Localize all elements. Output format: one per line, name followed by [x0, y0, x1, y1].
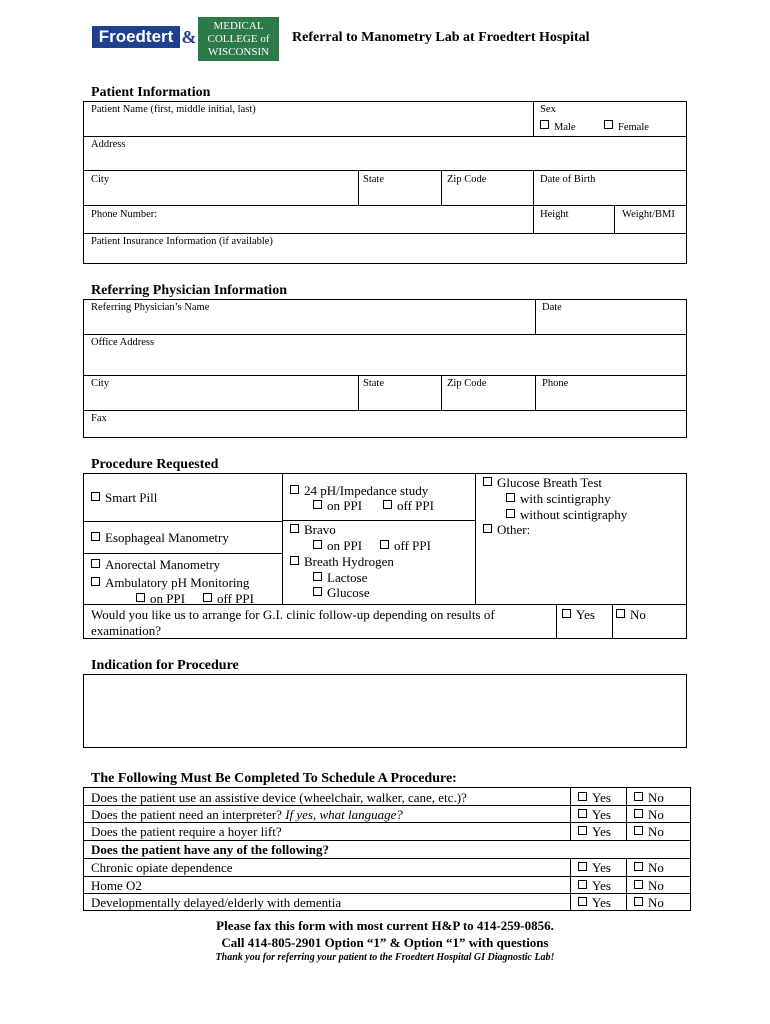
checkbox-icon: [506, 509, 515, 518]
footer-call: Call 414-805-2901 Option “1” & Option “1” with questions: [221, 935, 549, 950]
glucose-breath-test-checkbox[interactable]: Glucose Breath Test: [483, 475, 602, 491]
condition-home-o2: Home O2: [91, 878, 142, 893]
condition-dementia: Developmentally delayed/elderly with dementia: [91, 895, 342, 910]
address-field[interactable]: Address: [91, 139, 126, 150]
checkbox-icon: [91, 559, 100, 568]
office-address-field[interactable]: Office Address: [91, 337, 155, 348]
checkbox-icon: [290, 524, 299, 533]
q2-no-checkbox[interactable]: No: [634, 807, 664, 823]
footer-fax: Please fax this form with most current H&P to 414-259-0856.: [216, 918, 554, 933]
checkbox-icon: [313, 500, 322, 509]
followup-no-checkbox[interactable]: No: [616, 607, 646, 623]
checkbox-icon: [290, 485, 299, 494]
followup-yes-checkbox[interactable]: Yes: [562, 607, 595, 623]
checkbox-icon: [562, 609, 571, 618]
condition-opiate: Chronic opiate dependence: [91, 860, 233, 875]
ambulatory-off-ppi-checkbox[interactable]: off PPI: [203, 591, 254, 607]
checkbox-icon: [634, 809, 643, 818]
ph-on-ppi-checkbox[interactable]: on PPI: [313, 498, 362, 514]
patient-name-field[interactable]: Patient Name (first, middle initial, last): [91, 104, 256, 115]
esophageal-checkbox[interactable]: Esophageal Manometry: [91, 530, 229, 546]
logo-ampersand: &: [181, 27, 197, 47]
checkbox-icon: [578, 809, 587, 818]
physician-phone-field[interactable]: Phone: [542, 378, 569, 389]
section-schedule-heading: The Following Must Be Completed To Schedule A Procedure:: [91, 771, 457, 786]
state-field[interactable]: State: [363, 174, 384, 185]
bravo-checkbox[interactable]: Bravo: [290, 522, 336, 538]
footer-thanks: Thank you for referring your patient to the Froedtert Hospital GI Diagnostic Lab!: [215, 952, 555, 963]
checkbox-icon: [616, 609, 625, 618]
physician-city-field[interactable]: City: [91, 378, 110, 389]
c3-no-checkbox[interactable]: No: [634, 895, 664, 911]
checkbox-icon: [634, 880, 643, 889]
checkbox-icon: [313, 587, 322, 596]
c1-no-checkbox[interactable]: No: [634, 860, 664, 876]
section-patient-heading: Patient Information: [91, 85, 211, 100]
indication-textarea[interactable]: [83, 674, 687, 748]
checkbox-icon: [383, 500, 392, 509]
sex-female-checkbox[interactable]: Female: [604, 120, 649, 133]
q3-no-checkbox[interactable]: No: [634, 824, 664, 840]
checkbox-icon: [634, 826, 643, 835]
c3-yes-checkbox[interactable]: Yes: [578, 895, 611, 911]
checkbox-icon: [506, 493, 515, 502]
checkbox-icon: [578, 897, 587, 906]
checkbox-icon: [136, 593, 145, 602]
sex-label: Sex: [540, 104, 556, 115]
subheading-conditions: Does the patient have any of the following?: [91, 842, 329, 857]
section-indication-heading: Indication for Procedure: [91, 658, 239, 673]
breath-hydrogen-checkbox[interactable]: Breath Hydrogen: [290, 554, 394, 570]
bravo-on-ppi-checkbox[interactable]: on PPI: [313, 538, 362, 554]
checkbox-icon: [483, 477, 492, 486]
question-hoyer-lift: Does the patient require a hoyer lift?: [91, 824, 282, 839]
q1-no-checkbox[interactable]: No: [634, 790, 664, 806]
ambulatory-on-ppi-checkbox[interactable]: on PPI: [136, 591, 185, 607]
checkbox-icon: [540, 120, 549, 129]
checkbox-icon: [91, 492, 100, 501]
logo-froedtert: Froedtert: [92, 26, 180, 48]
page-title: Referral to Manometry Lab at Froedtert Hospital: [292, 30, 590, 45]
checkbox-icon: [578, 826, 587, 835]
sex-male-checkbox[interactable]: Male: [540, 120, 576, 133]
followup-question: Would you like us to arrange for G.I. clinic follow-up depending on results of: [91, 607, 495, 622]
followup-question-cont: examination?: [91, 623, 162, 638]
checkbox-icon: [91, 577, 100, 586]
physician-fax-field[interactable]: Fax: [91, 413, 107, 424]
checkbox-icon: [483, 524, 492, 533]
ph-off-ppi-checkbox[interactable]: off PPI: [383, 498, 434, 514]
checkbox-icon: [203, 593, 212, 602]
without-scintigraphy-checkbox[interactable]: without scintigraphy: [506, 507, 627, 523]
phone-field[interactable]: Phone Number:: [91, 209, 158, 220]
checkbox-icon: [634, 862, 643, 871]
checkbox-icon: [604, 120, 613, 129]
c1-yes-checkbox[interactable]: Yes: [578, 860, 611, 876]
question-interpreter: Does the patient need an interpreter? If yes, what language?: [91, 807, 403, 822]
physician-table: [83, 299, 687, 438]
section-physician-heading: Referring Physician Information: [91, 283, 287, 298]
physician-zip-field[interactable]: Zip Code: [447, 378, 487, 389]
anorectal-checkbox[interactable]: Anorectal Manometry: [91, 557, 220, 573]
logo: [92, 17, 279, 61]
section-procedure-heading: Procedure Requested: [91, 457, 219, 472]
weight-field[interactable]: Weight/BMI: [622, 209, 675, 220]
zip-field[interactable]: Zip Code: [447, 174, 487, 185]
physician-state-field[interactable]: State: [363, 378, 384, 389]
height-field[interactable]: Height: [540, 209, 569, 220]
checkbox-icon: [290, 556, 299, 565]
c2-yes-checkbox[interactable]: Yes: [578, 878, 611, 894]
q2-yes-checkbox[interactable]: Yes: [578, 807, 611, 823]
with-scintigraphy-checkbox[interactable]: with scintigraphy: [506, 491, 611, 507]
smart-pill-checkbox[interactable]: Smart Pill: [91, 490, 157, 506]
glucose-checkbox[interactable]: Glucose: [313, 585, 370, 601]
other-checkbox[interactable]: Other:: [483, 522, 530, 538]
lactose-checkbox[interactable]: Lactose: [313, 570, 367, 586]
checkbox-icon: [578, 792, 587, 801]
question-assistive-device: Does the patient use an assistive device (wheelchair, walker, cane, etc.)?: [91, 790, 467, 805]
c2-no-checkbox[interactable]: No: [634, 878, 664, 894]
q3-yes-checkbox[interactable]: Yes: [578, 824, 611, 840]
bravo-off-ppi-checkbox[interactable]: off PPI: [380, 538, 431, 554]
physician-date-field[interactable]: Date: [542, 302, 562, 313]
checkbox-icon: [313, 572, 322, 581]
checkbox-icon: [578, 880, 587, 889]
ph-study-checkbox[interactable]: 24 pH/Impedance study: [290, 483, 428, 499]
physician-name-field[interactable]: Referring Physician’s Name: [91, 302, 210, 313]
q1-yes-checkbox[interactable]: Yes: [578, 790, 611, 806]
checkbox-icon: [313, 540, 322, 549]
checkbox-icon: [578, 862, 587, 871]
checkbox-icon: [380, 540, 389, 549]
ambulatory-checkbox[interactable]: Ambulatory pH Monitoring: [91, 575, 249, 591]
checkbox-icon: [634, 792, 643, 801]
logo-mcw: MEDICAL COLLEGE of WISCONSIN: [198, 17, 279, 61]
checkbox-icon: [91, 532, 100, 541]
insurance-field[interactable]: Patient Insurance Information (if available): [91, 236, 273, 247]
checkbox-icon: [634, 897, 643, 906]
dob-field[interactable]: Date of Birth: [540, 174, 596, 185]
city-field[interactable]: City: [91, 174, 110, 185]
